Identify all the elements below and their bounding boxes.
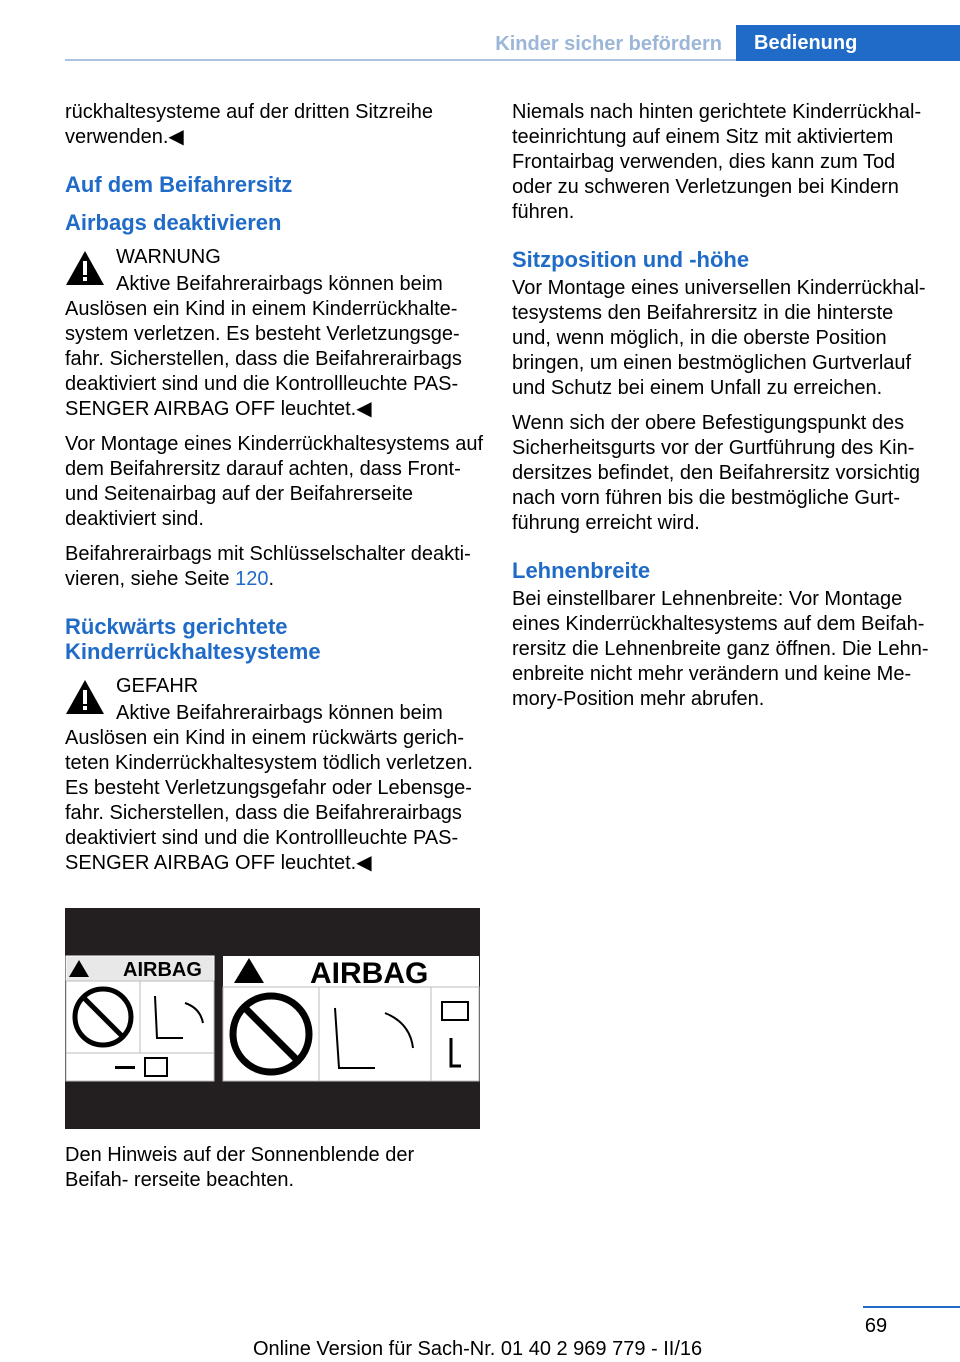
paragraph-sitz-1: Vor Montage eines universellen Kinderrückhal- tesystems den Beifahrersitz in die hinterste und, wenn möglich, in die oberste Position bringen, um einen bestmöglichen Gurtverlauf und Schutz bei einem Unfall zu erreichen. [512,277,926,399]
paragraph-montage: Vor Montage eines Kinderrückhaltesystems auf dem Beifahrersitz darauf achten, dass Front- und Seitenairbag auf der Beifahrerseite deaktiviert sind. [65,433,483,530]
footer-rule [863,1306,960,1308]
schalter-text: Beifahrerairbags mit Schlüsselschalter deakti- vieren, siehe Seite [65,543,471,590]
intro-text: rückhaltesysteme auf der dritten Sitzreihe verwenden.◀ [65,101,433,148]
header-tab-bedienung[interactable]: Bedienung [736,25,960,61]
heading-sitzposition: Sitzposition und -höhe [512,247,750,272]
warning-triangle-icon [65,250,105,286]
danger-title: GEFAHR [116,675,199,697]
danger-body: Aktive Beifahrerairbags können beim Auslösen ein Kind in einem rückwärts gerich- teten Kinderrückhaltesystem tödlich verletzen. Es besteht Verletzungsgefahr oder Lebensge- fahr. Sicherstellen, dass die Beifahrerairbags deaktiviert sind und die Kontrollleuchte PAS- SENGER AIRBAG OFF leuchtet.◀ [65,702,473,874]
left-column [65,100,483,1203]
airbag-label-figure [65,908,480,1129]
paragraph-schluesselschalter [65,542,483,592]
schalter-end: . [268,568,275,590]
heading-lehnenbreite: Lehnenbreite [512,558,651,583]
paragraph-niemals: Niemals nach hinten gerichtete Kinderrückhal- teeinrichtung auf einem Sitz mit aktiviertem Frontairbag verwenden, dies kann zum Tod oder zu schweren Verletzungen bei Kindern führen. [512,101,922,223]
paragraph-sitz-2: Wenn sich der obere Befestigungspunkt des Sicherheitsgurts vor der Gurtführung des Kin- dersitzes befindet, den Beifahrersitz vorsichtig nach vorn führen bis die bestmögliche Gurt- führung erreicht wird. [512,412,920,534]
right-column [512,100,932,722]
paragraph-lehnenbreite: Bei einstellbarer Lehnenbreite: Vor Montage eines Kinderrückhaltesystems auf dem Beifah- rersitz die Lehnenbreite ganz öffnen. Die Lehn- enbreite nicht mehr verändern und keine Me- mory-Position mehr abrufen. [512,588,929,710]
warning-body: Aktive Beifahrerairbags können beim Auslösen ein Kind in einem Kinderrückhalte- system verletzen. Es besteht Verletzungsge- fahr. Sicherstellen, dass die Beifahrerairbags deaktiviert sind und die Kontrollleuchte PAS- SENGER AIRBAG OFF leuchtet.◀ [65,273,462,420]
heading-airbags-deaktivieren: Airbags deaktivieren [65,210,282,235]
page-number: 69 [864,1315,888,1337]
airbag-label-illustration [65,908,480,1129]
danger-block [65,674,483,876]
heading-rueckwaerts: Rückwärts gerichtete Kinderrückhaltesysteme [65,614,321,664]
footer-online-version: Online Version für Sach-Nr. 01 40 2 969 779 - II/16 [253,1338,703,1360]
warning-title: WARNUNG [116,246,221,268]
header-section-title: Kinder sicher befördern [495,33,722,55]
figure-label-small: AIRBAG [123,959,202,981]
figure-label-large: AIRBAG [310,957,429,990]
paragraph-sonnenblende: Den Hinweis auf der Sonnenblende der Beifah- rerseite beachten. [65,1144,415,1191]
danger-triangle-icon [65,679,105,715]
warning-block [65,245,483,422]
heading-beifahrersitz: Auf dem Beifahrersitz [65,172,293,197]
page-link-120[interactable]: 120 [235,568,269,590]
